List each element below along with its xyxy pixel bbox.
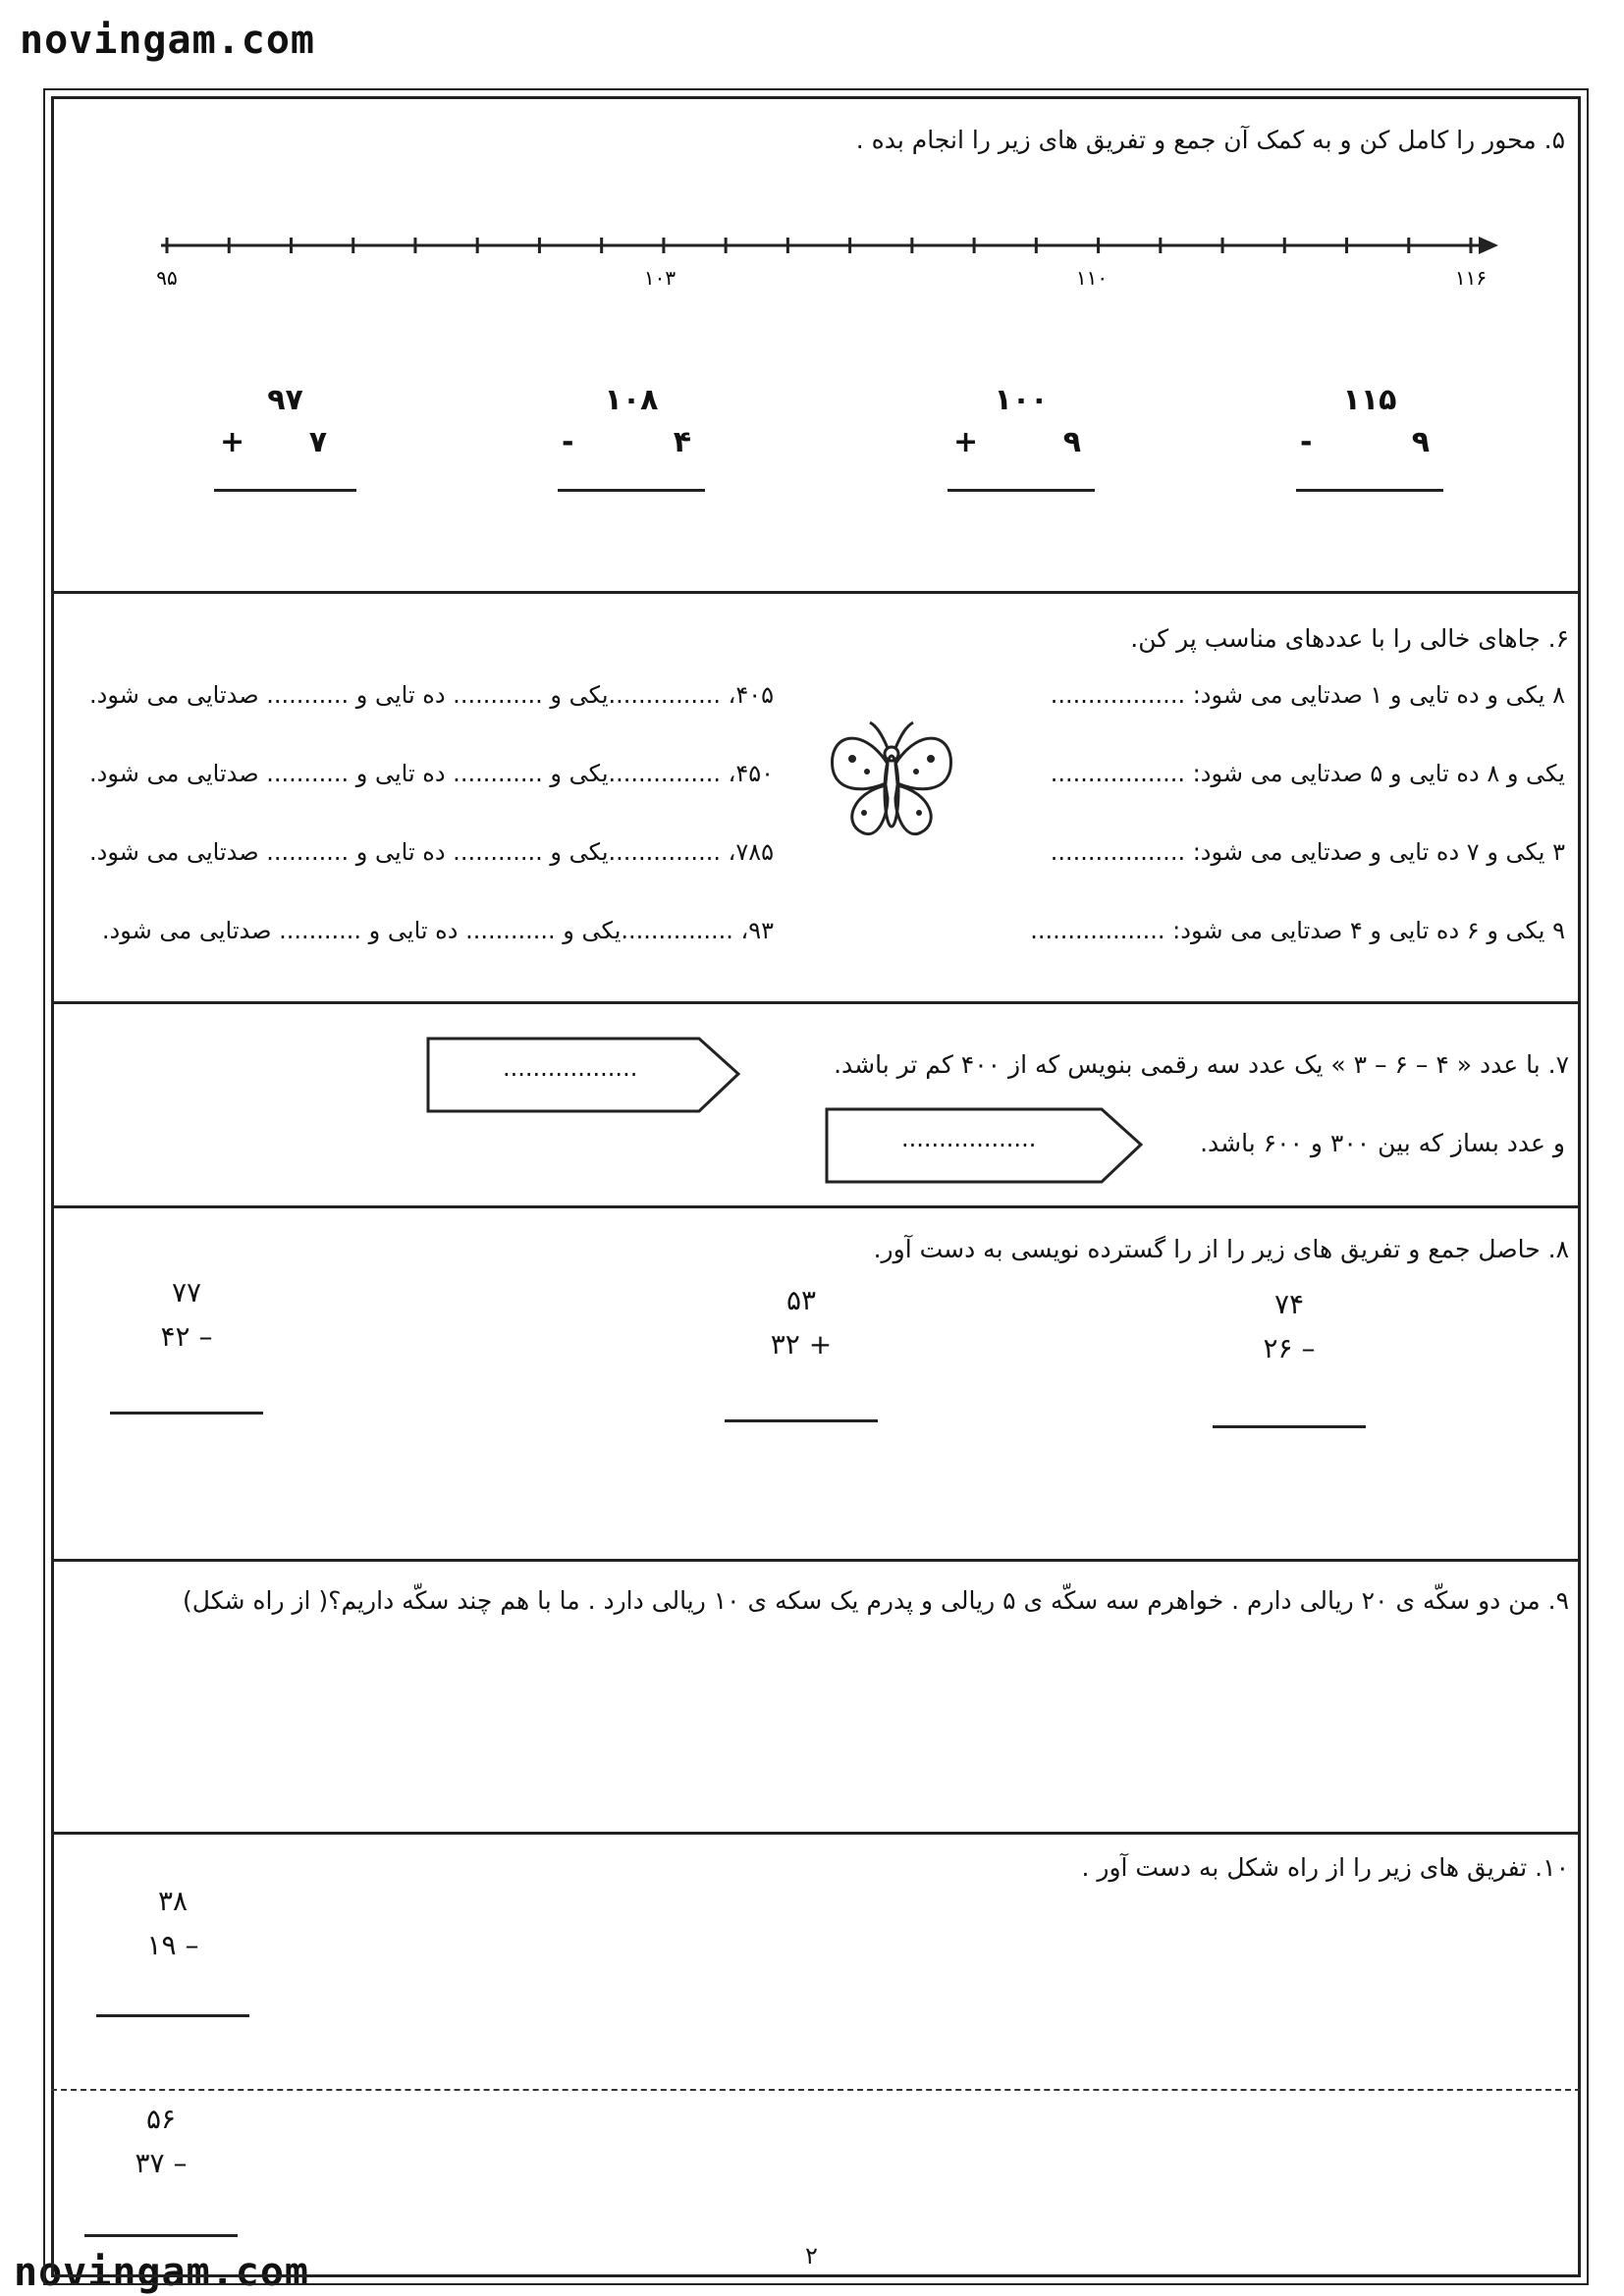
q8-problem-2	[725, 1284, 878, 1361]
q8-p3-underline	[110, 1412, 263, 1415]
q6-left-2: ۴۵۰، ...............یکی و ............ ده تایی و ........... صدتایی می شود.	[89, 760, 774, 787]
q5-p1-op: -	[1300, 425, 1313, 459]
q5-p3-top: ۱۰۸	[604, 383, 659, 417]
q6-left-3: ۷۸۵، ...............یکی و ............ ده تایی و ........... صدتایی می شود.	[89, 838, 774, 866]
q5-p1-underline	[1296, 489, 1443, 492]
q6-left-1: ۴۰۵، ...............یکی و ............ ده تایی و ........... صدتایی می شود.	[89, 681, 774, 709]
number-line-arrow	[1479, 237, 1498, 254]
butterfly-icon	[823, 715, 960, 852]
q5-problem-4	[214, 383, 356, 474]
q10-problem-2	[84, 2103, 238, 2179]
q10-problem-1	[96, 1885, 249, 1961]
q9-prompt: ۹. من دو سکّه ی ۲۰ ریالی دارم . خواهرم سه سکّه ی ۵ ریالی و پدرم یک سکه ی ۱۰ ریالی دارد . ما با هم چند سکّه داریم؟( از راه شکل)	[183, 1586, 1569, 1615]
q6-right-2: یکی و ۸ ده تایی و ۵ صدتایی می شود: ..................	[1050, 760, 1565, 787]
q5-problem-3	[558, 383, 705, 474]
q5-p2-top: ۱۰۰	[994, 383, 1049, 417]
q10-p2-bottom: – ۳۷	[135, 2147, 188, 2179]
q5-p2-op: +	[953, 425, 979, 459]
separator-q7-q8	[51, 1205, 1581, 1208]
q5-p2-bottom: ۹	[1062, 425, 1081, 459]
page-number: ۲	[805, 2242, 818, 2269]
q5-p4-bottom: ۷	[308, 425, 327, 459]
q8-problem-3	[110, 1276, 263, 1353]
q5-p1-top: ۱۱۵	[1342, 383, 1397, 417]
q8-p1-top: ۷۴	[1273, 1288, 1305, 1320]
axis-label-end: ۱۱۶	[1454, 266, 1488, 290]
q6-prompt: ۶. جاهای خالی را با عددهای مناسب پر کن.	[1130, 624, 1569, 653]
q10-p1-top: ۳۸	[157, 1885, 189, 1917]
q8-p1-underline	[1213, 1425, 1366, 1428]
q5-p1-bottom: ۹	[1411, 425, 1430, 459]
axis-label-start: ۹۵	[156, 266, 178, 290]
q6-right-4: ۹ یکی و ۶ ده تایی و ۴ صدتایی می شود: ..................	[1030, 917, 1565, 944]
separator-q6-q7	[51, 1001, 1581, 1004]
q5-p4-top: ۹۷	[267, 383, 303, 417]
q6-right-1: ۸ یکی و ده تایی و ۱ صدتایی می شود: ..................	[1050, 681, 1565, 709]
q10-p2-top: ۵۶	[145, 2103, 177, 2135]
separator-q8-q9	[51, 1559, 1581, 1562]
q10-prompt: ۱۰. تفریق های زیر را از راه شکل به دست آور .	[1081, 1853, 1569, 1882]
q6-left-4: ۹۳، ...............یکی و ............ ده تایی و ........... صدتایی می شود.	[101, 917, 774, 944]
separator-q9-q10	[51, 1832, 1581, 1835]
q10-p2-underline	[84, 2234, 238, 2237]
separator-q10-dashed	[51, 2089, 1581, 2091]
watermark-bottom: novingam.com	[14, 2250, 309, 2295]
q8-p2-bottom: + ۳۲	[770, 1328, 833, 1361]
q7-blank-1[interactable]: ..................	[503, 1054, 638, 1082]
q5-p3-op: -	[562, 425, 574, 459]
q8-p2-top: ۵۳	[785, 1284, 817, 1316]
q5-problem-2	[947, 383, 1095, 474]
q8-problem-1	[1213, 1288, 1366, 1364]
separator-q5-q6	[51, 591, 1581, 594]
q7-blank-2[interactable]: ..................	[901, 1125, 1037, 1152]
q6-right-3: ۳ یکی و ۷ ده تایی و صدتایی می شود: ..................	[1050, 838, 1565, 866]
number-line	[147, 226, 1502, 304]
q5-p2-underline	[947, 489, 1095, 492]
q8-p3-bottom: – ۴۲	[160, 1320, 213, 1353]
q7-line1: ۷. با عدد « ۴ – ۶ – ۳ » یک عدد سه رقمی بنویس که از ۴۰۰ کم تر باشد.	[834, 1050, 1569, 1079]
axis-label-2: ۱۰۳	[643, 266, 677, 290]
q10-p1-bottom: – ۱۹	[146, 1929, 199, 1961]
q5-problem-1	[1296, 383, 1443, 474]
q8-p3-top: ۷۷	[171, 1276, 202, 1308]
q5-prompt: ۵. محور را کامل کن و به کمک آن جمع و تفریق های زیر را انجام بده .	[855, 126, 1565, 154]
q7-line2: و عدد بساز که بین ۳۰۰ و ۶۰۰ باشد.	[1200, 1129, 1565, 1157]
q5-p4-underline	[214, 489, 356, 492]
axis-label-3: ۱۱۰	[1075, 266, 1109, 290]
q8-p1-bottom: – ۲۶	[1263, 1332, 1316, 1364]
q5-p3-bottom: ۴	[673, 425, 691, 459]
q10-p1-underline	[96, 2014, 249, 2017]
q8-prompt: ۸. حاصل جمع و تفریق های زیر را از را گسترده نویسی به دست آور.	[873, 1235, 1569, 1263]
watermark-top: novingam.com	[20, 18, 315, 63]
q5-p3-underline	[558, 489, 705, 492]
q8-p2-underline	[725, 1419, 878, 1422]
q5-p4-op: +	[220, 425, 245, 459]
